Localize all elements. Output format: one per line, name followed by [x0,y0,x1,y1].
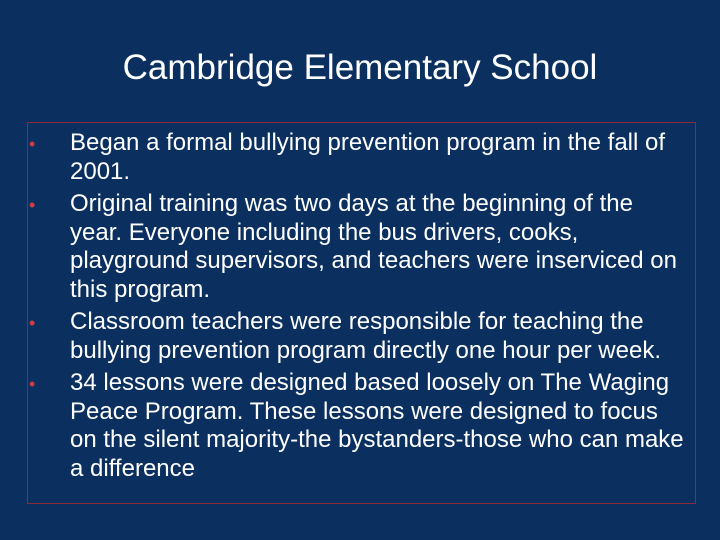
slide-title: Cambridge Elementary School [122,48,598,87]
bullet-item [28,129,688,186]
bullet-item [28,369,688,483]
bullet-list [28,129,688,487]
bullet-item [28,190,688,304]
bullet-dot-icon: • [29,134,36,154]
bullet-dot-icon: • [29,195,36,215]
bullet-text: Classroom teachers were responsible for teaching the bullying prevention program directly one hour per week. [70,308,661,364]
bullet-dot-icon: • [29,374,36,394]
bullet-text: Original training was two days at the beginning of the year. Everyone including the bus drivers, cooks, playground supervisors, and teachers were inserviced on this program. [70,190,677,303]
bullet-text: 34 lessons were designed based loosely on The Waging Peace Program. These lessons were designed to focus on the silent majority-the bystanders-those who can make a difference [70,369,684,482]
bullet-item [28,308,688,365]
bullet-dot-icon: • [29,313,36,333]
bullet-text: Began a formal bullying prevention program in the fall of 2001. [70,129,666,185]
